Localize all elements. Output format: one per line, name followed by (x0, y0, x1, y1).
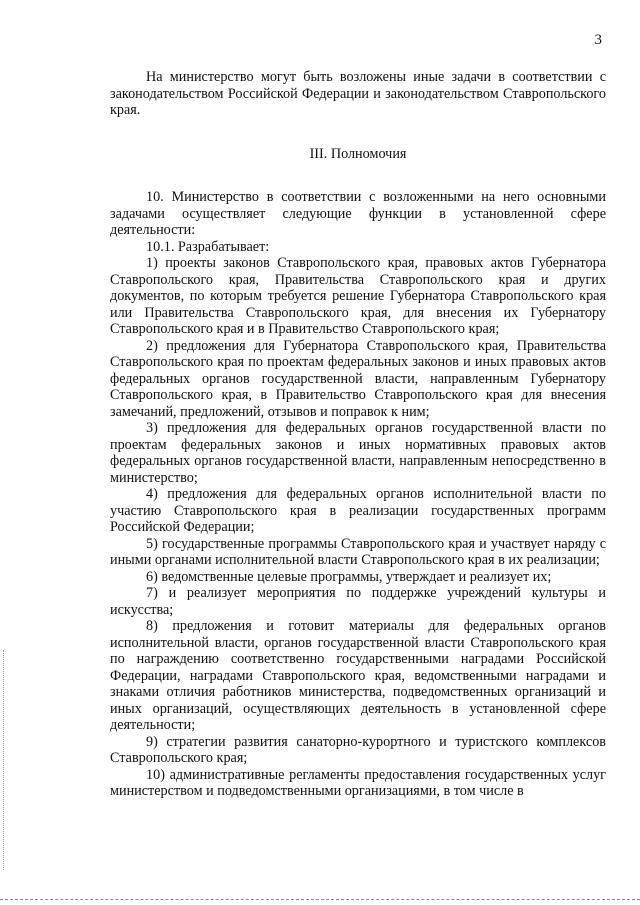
scan-margin-artifact (3, 650, 6, 870)
list-item-3: 3) предложения для федеральных органов государственной власти по проектам федеральных законов и иных нормативных правовых актов федеральных органов государственной власти, направленным непосредственно в министерство; (110, 420, 606, 486)
list-item-8: 8) предложения и готовит материалы для федеральных органов исполнительной власти, органов государственной власти Ставропольского края по награждению соответственно государственными наградами Российской Федерации, наградами Ставропольского края, ведомственными наградами и знаками отличия работников министерства, подведомственных организаций и иных организаций, осуществляющих деятельность в установленной сфере деятельности; (110, 618, 606, 733)
list-item-9: 9) стратегии развития санаторно-курортного и туристского комплексов Ставропольского края; (110, 733, 606, 766)
paragraph-10-1: 10.1. Разрабатывает: (146, 238, 270, 255)
list-item-1: 1) проекты законов Ставропольского края, правовых актов Губернатора Ставропольского края, Правительства Ставропольского края и других документов, по которым требуется решение Губернатора Ставропольского края или Правительства Ставропольского края, для внесения их Губернатору Ставропольского края и в Правительство Ставропольского края; (110, 255, 606, 337)
list-item-4: 4) предложения для федеральных органов исполнительной власти по участию Ставропольского края в реализации государственных программ Российской Федерации; (110, 486, 606, 535)
list-item-10: 10) административные регламенты предоставления государственных услуг министерством и подведомственными организациями, в том числе в (110, 766, 606, 799)
page-number: 3 (594, 32, 602, 48)
scan-bottom-edge (0, 899, 640, 900)
list-item-6: 6) ведомственные целевые программы, утверждает и реализует их; (146, 568, 552, 585)
list-item-2: 2) предложения для Губернатора Ставропольского края, Правительства Ставропольского края по проектам федеральных законов и иных правовых актов федеральных органов государственной власти, направленным Губернатору Ставропольского края, в Правительство Ставропольского края для внесения замечаний, предложений, отзывов и поправок к ним; (110, 337, 606, 420)
document-body (110, 69, 606, 800)
list-item-7: 7) и реализует мероприятия по поддержке учреждений культуры и искусства; (110, 585, 606, 618)
list-item-5: 5) государственные программы Ставропольского края и участвует наряду с иными органами исполнительной власти Ставропольского края в их реализации; (110, 535, 606, 568)
section-heading: III. Полномочия (309, 145, 407, 162)
paragraph-10: 10. Министерство в соответствии с возложенными на него основными задачами осуществляет следующие функции в установленной сфере деятельности: (110, 189, 606, 238)
paragraph-tasks-note: На министерство могут быть возложены иные задачи в соответствии с законодательством Российской Федерации и законодательством Ставропольского края. (110, 69, 606, 118)
